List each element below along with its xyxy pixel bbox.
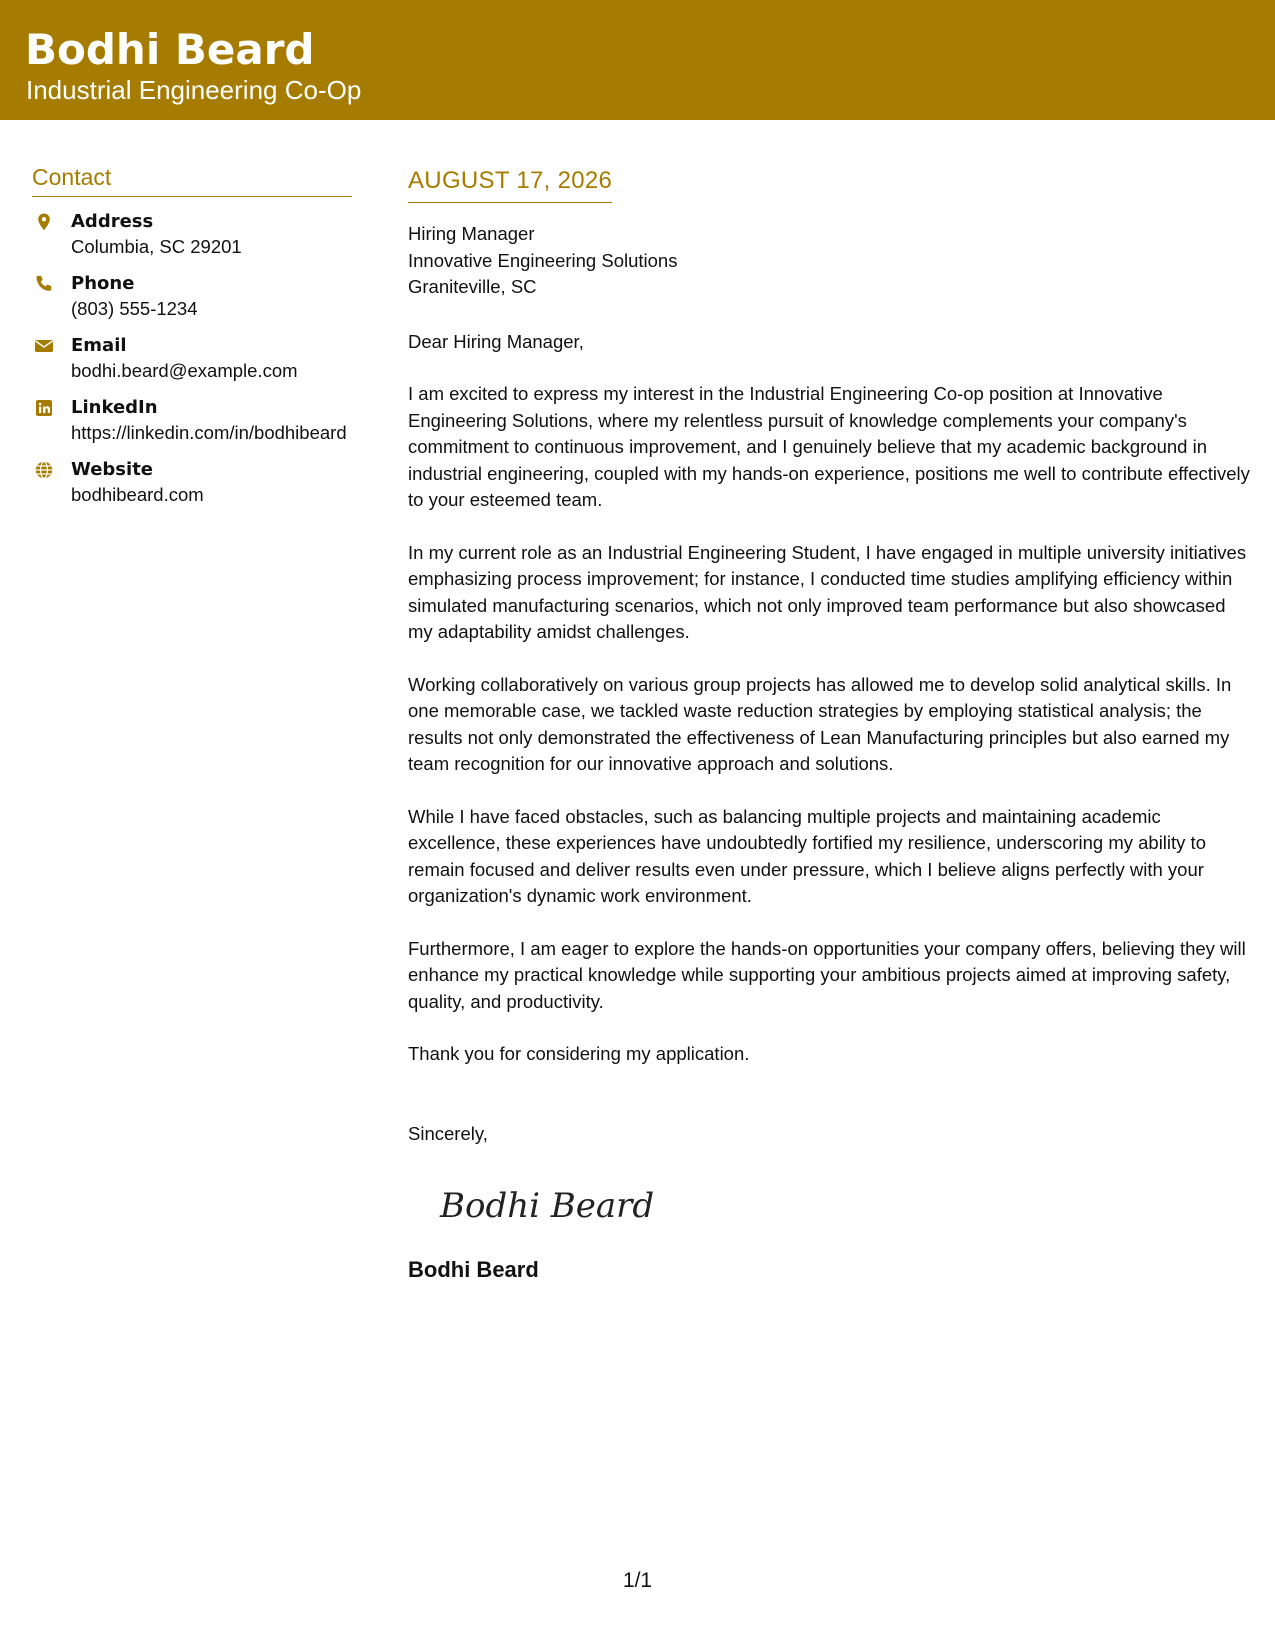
map-pin-icon (34, 212, 54, 232)
contact-item-email (32, 333, 352, 383)
recipient-block (408, 221, 1253, 301)
paragraph: I am excited to express my interest in the Industrial Engineering Co-op position at Innovative Engineering Solutions, where my relentless pursuit of knowledge complements your company's commitment to continuous improvement, and I genuinely believe that my academic background in industrial engineering, coupled with my hands-on experience, positions me well to contribute effectively to your esteemed team. (408, 383, 1250, 510)
closing: Sincerely, (408, 1122, 488, 1144)
globe-icon (34, 460, 54, 480)
paragraph: In my current role as an Industrial Engineering Student, I have engaged in multiple university initiatives emphasizing process improvement; for instance, I conducted time studies amplifying efficiency within simulated manufacturing scenarios, which not only improved team performance but also showcased my adaptability amidst challenges. (408, 541, 1247, 642)
signer-name: Bodhi Beard (408, 1257, 539, 1282)
recipient-line: Hiring Manager (408, 223, 535, 244)
signature-graphic (438, 1175, 678, 1235)
contact-heading: Contact (32, 160, 352, 197)
contact-value: (803) 555-1234 (71, 298, 198, 319)
contact-value: Columbia, SC 29201 (71, 236, 242, 257)
contact-sidebar (32, 160, 352, 507)
recipient-line: Innovative Engineering Solutions (408, 249, 678, 271)
paragraph: While I have faced obstacles, such as balancing multiple projects and maintaining academic excellence, these experiences have undoubtedly fortified my resilience, underscoring my ability to remain focused and deliver results even under pressure, which I believe aligns perfectly with your organization's dynamic work environment. (408, 805, 1206, 906)
contact-item-linkedin (32, 395, 352, 445)
contact-label: Phone (71, 273, 135, 294)
contact-item-phone (32, 271, 352, 321)
contact-label: LinkedIn (71, 397, 158, 418)
page-number: 1/1 (622, 1569, 653, 1592)
paragraph: Thank you for considering my application. (408, 1043, 750, 1064)
contact-label: Website (71, 459, 154, 480)
job-title: Industrial Engineering Co-Op (26, 75, 362, 105)
handwritten-signature (438, 1175, 1253, 1235)
recipient-line: Graniteville, SC (408, 276, 537, 297)
salutation: Dear Hiring Manager, (408, 330, 584, 352)
applicant-name: Bodhi Beard (25, 25, 315, 74)
paragraph: Working collaboratively on various group projects has allowed me to develop solid analytical skills. In one memorable case, we tackled waste reduction strategies by employing statistical analysis; the results not only demonstrated the effectiveness of Lean Manufacturing principles but also earned my team recognition for our innovative approach and solutions. (408, 673, 1232, 774)
paragraph: Furthermore, I am eager to explore the hands-on opportunities your company offers, believing they will enhance my practical knowledge while supporting your ambitious projects aimed at improving safety, quality, and productivity. (408, 937, 1246, 1012)
contact-label: Address (71, 211, 154, 232)
contact-item-website (32, 457, 352, 507)
contact-item-address (32, 209, 352, 259)
linkedin-icon (34, 398, 54, 418)
letter-body (408, 164, 1253, 1285)
letter-date: AUGUST 17, 2026 (408, 164, 612, 203)
contact-value: bodhi.beard@example.com (71, 360, 298, 381)
website-link[interactable]: bodhibeard.com (71, 484, 204, 505)
linkedin-link[interactable]: https://linkedin.com/in/bodhibeard (71, 422, 347, 443)
header-banner (0, 0, 1275, 120)
contact-label: Email (71, 335, 127, 356)
envelope-icon (34, 336, 54, 356)
signature-text: Bodhi Beard (440, 1186, 655, 1226)
phone-icon (34, 274, 54, 294)
